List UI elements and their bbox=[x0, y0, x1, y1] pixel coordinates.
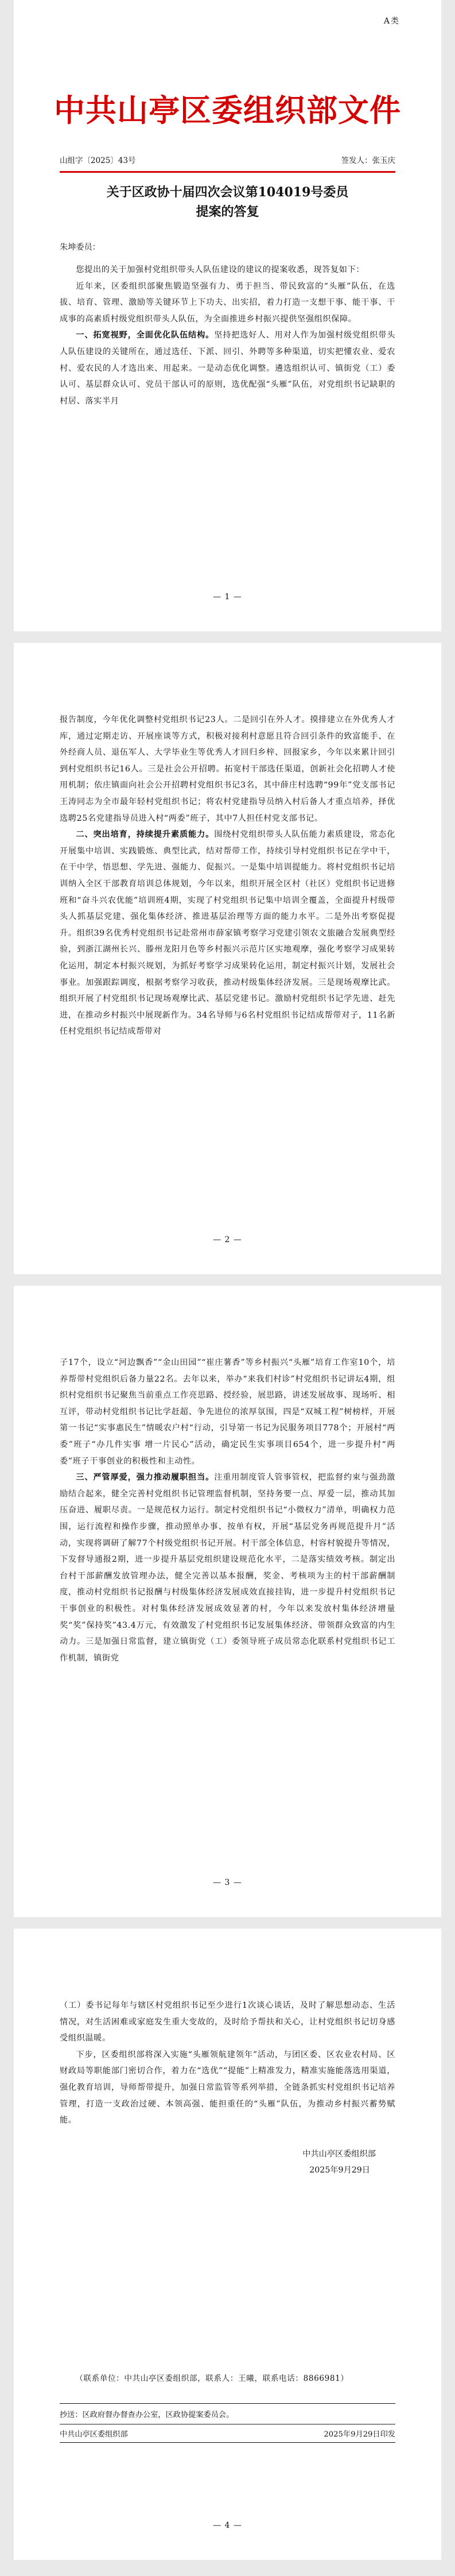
recipient: 朱坤委员： bbox=[60, 243, 100, 252]
issue-line bbox=[60, 2424, 395, 2442]
signature-org: 中共山亭区委组织部 bbox=[302, 2149, 376, 2159]
red-divider-line bbox=[60, 171, 395, 173]
title-line-1: 关于区政协十届四次会议第104019号委员 bbox=[106, 185, 349, 200]
section-2-text: 围绕村党组织带头人队伍能力素质建设，常态化开展集中培训、实践锻炼、典型比武，结对帮带工作，持续引导村党组织书记在学中干，在干中学，悟思想、学先进、强能力、促振兴。一是集中培训提能力。将村党组织书记培训纳入全区干部教育培训总体规划，今年以来，组织开展全区村（社区）党组织书记进修班和“奋斗兴农优能”培训班4期，实现了村党组织书记集中培训全覆盖，全面提升村级带头人抓基层党建、强化集体经济、推进基层治理等方面的能力水平。二是外出考察促提升。组织39名优秀村党组织书记赴常州市薛家镇考察学习党建引领农文旅融合发展典型经验，到浙江湖州长兴、滕州龙阳月色等乡村振兴示范片区实地观摩，强化考察学习成果转化运用，制定本村振兴规划，为抓好考察学习成果转化运用，制定村振兴计划，发展社会事业。加强跟踪调度，根据考察学习收获，推动村级集体经济发展。三是现场观摩比武。组织开展了村党组织书记现场观摩比武、基层党建书记。激励村党组织书记学先进、赶先进，在推动乡村振兴中展现新作为。34名导师与6名村党组织书记结成帮带对子，11名新任村党组织书记结成帮带对 bbox=[60, 830, 395, 1037]
section-3-heading: 三、严管厚爱，强力推动履职担当。 bbox=[76, 1473, 215, 1483]
title-line-2: 提案的答复 bbox=[196, 204, 259, 219]
paragraph-section-3 bbox=[60, 1469, 395, 1666]
contact-info: （联系单位：中共山亭区委组织部，联系人：王曦，联系电话：8866981） bbox=[75, 2374, 349, 2383]
signature-block bbox=[60, 2146, 395, 2178]
signer-label: 签发人：张玉庆 bbox=[341, 156, 395, 165]
issue-date: 2025年9月29日印发 bbox=[324, 2430, 395, 2439]
classification-label: A类 bbox=[383, 17, 400, 26]
paragraph-section-2 bbox=[60, 827, 395, 1040]
paragraph-next-steps: 下步，区委组织部将深入实施“头雁领航建领年”活动，与团区委、区农业农村局、区财政局等职能部门密切合作，着力在“选优”“提能”上精准发力，精准实施能落选用渠道，强化教育培训，导师帮带提升，加强日常监管等系列举措，全链条抓实村党组织书记培养管理，打造一支政治过硬、本领高强、能担重任的“头雁”队伍，为推动乡村振兴蓄势赋能。 bbox=[60, 2050, 395, 2125]
document-title bbox=[48, 183, 407, 222]
signature-date: 2025年9月29日 bbox=[309, 2165, 370, 2175]
cc-line bbox=[60, 2404, 395, 2424]
document-footer bbox=[60, 2371, 395, 2443]
paragraph-section-1 bbox=[60, 327, 395, 409]
page-3 bbox=[14, 1286, 441, 1917]
issuer: 中共山亭区委组织部 bbox=[60, 2430, 128, 2439]
page-4 bbox=[14, 1929, 441, 2560]
paragraph-intro: 您提出的关于加强村党组织带头人队伍建设的建议的提案收悉，现答复如下： bbox=[76, 265, 365, 274]
page-1 bbox=[14, 0, 441, 631]
section-1-heading: 一、拓宽视野，全面优化队伍结构。 bbox=[76, 331, 215, 340]
cc-text: 抄送：区政府督办督查办公室，区政协提案委员会。 bbox=[60, 2410, 234, 2419]
page-number-2: — 2 — bbox=[213, 1235, 242, 1244]
page-number-1: — 1 — bbox=[213, 592, 242, 602]
section-1-text: 坚持把选好人、用对人作为加强村级党组织带头人队伍建设的关键所在，通过选任、下派、回引、外聘等多种渠道，切实把懂农业、爱农村、爱农民的人才选出来、用起来。一是动态优化调整。遴选组织认可、镇街党（工）委认可、基层群众认可、党员干部认可的原则，选优配强“头雁”队伍，对党组织书记缺职的村居、落实半月 bbox=[60, 331, 395, 406]
section-2-heading: 二、突出培育，持续提升素质能力。 bbox=[76, 830, 215, 840]
paragraph-section-1-cont: 报告制度，今年优化调整村党组织书记23人。二是回引在外人才。摸排建立在外优秀人才库，通过定期走访、开展座谈等方式，积极对接利村意愿且符合回引条件的致富能手、在外经商人员、退伍军人、大学毕业生等优秀人才回归乡梓、回报家乡，今年以来累计回引到村党组织书记16人。三是社会公开招聘。拓宽村干部选任渠道，创新社会化招聘人才使用机制；依庄镇面向社会公开招聘村党组织书记3名，其中薛庄村选聘“99年”党支部书记王涛同志为全市最年轻村党组织书记；将农村党建指导员纳入村后备人才重点培养，择优选聘25名党建指导员进入村“两委”班子，其中7人担任村党支部书记。 bbox=[60, 715, 395, 823]
document-number: 山组字〔2025〕43号 bbox=[60, 156, 136, 165]
page-number-3: — 3 — bbox=[213, 1878, 242, 1887]
masthead-title: 中共山亭区委组织部文件 bbox=[54, 92, 401, 129]
section-3-text: 注重用制度管人管事管权，把监督约束与强劲激励结合起来，健全完善村党组织书记管理监督机制，坚持务要一点、厚爱一层，推动其加压奋进、履职尽责。一是规范权力运行。制定村党组织书记“小微权力”清单，明确权力范围，运行流程和操作步骤，推动照单办事、按单有权，开展“基层党务再规范提升月”活动，实现将调研了解77个村级党组织书记开展。村干部全体信息，村容村貌提升等情况，下发督导通报2期，进一步提升基层党组织建设规范化水平，二是落实绩效考核。制定出台村干部薪酬发放管理办法，健全完善以基本报酬，奖金、考核项为主的村干部薪酬制度，推动村党组织书记报酬与村级集体经济发展成效直接挂钩，进一步提升村党组织书记干事创业的积极性。对村集体经济发展成效显著的村，今年以来发放村集体经济增量奖“奖”保持奖”43.4万元，有效激发了村党组织书记发展集体经济、带领群众致富的内生动力。三是加强日常监督，建立镇街党（工）委领导班子成员常态化联系村党组织书记工作机制，镇街党 bbox=[60, 1473, 395, 1663]
paragraph-section-3-cont: （工）委书记每年与辖区村党组织书记至少进行1次谈心谈话，及时了解思想动态、生活情况，对生活困难或家庭发生重大变故的，及时给予帮扶和关心，让村党组织书记切身感受组织温暖。 bbox=[60, 2001, 395, 2043]
page-2 bbox=[14, 643, 441, 1274]
paragraph-section-2-cont: 子17个，设立“河边飘香”“金山田园”“崔庄薯香”等乡村振兴“头雁”培育工作室10个，培养帮带村党组织后备力量22名。去年以来，举办“来我们村诊”村党组织书记讲坛4期，组织村党组织书记聚焦当前重点工作亮思路、授经验，展思路，讲述发展故事、现场听、相互评，带动村党组织书记比学赶超、争先进位的浓厚氛围，四是“双城工程”树榜样，开展第一书记“实事惠民生”情暖农户村“行动，引导第一书记为民服务项目778个；开展村“两委”班子“办几件实事 增一片民心”活动，确定民生实事项目654个，进一步提升村“两委”班子干事创业的积极性和主动性。 bbox=[60, 1358, 395, 1466]
paragraph-overview: 近年来，区委组织部聚焦锻造坚强有力、勇于担当、带民致富的“头雁”队伍，在选拔、培育、管理、激励等关键环节上下功夫、出实招，着力打造一支想干事、能干事、干成事的高素质村级党组织带头人队伍，为全面推进乡村振兴提供坚强组织保障。 bbox=[60, 281, 395, 324]
footer-rule-bottom bbox=[60, 2442, 395, 2443]
page-number-4: — 4 — bbox=[213, 2521, 242, 2530]
